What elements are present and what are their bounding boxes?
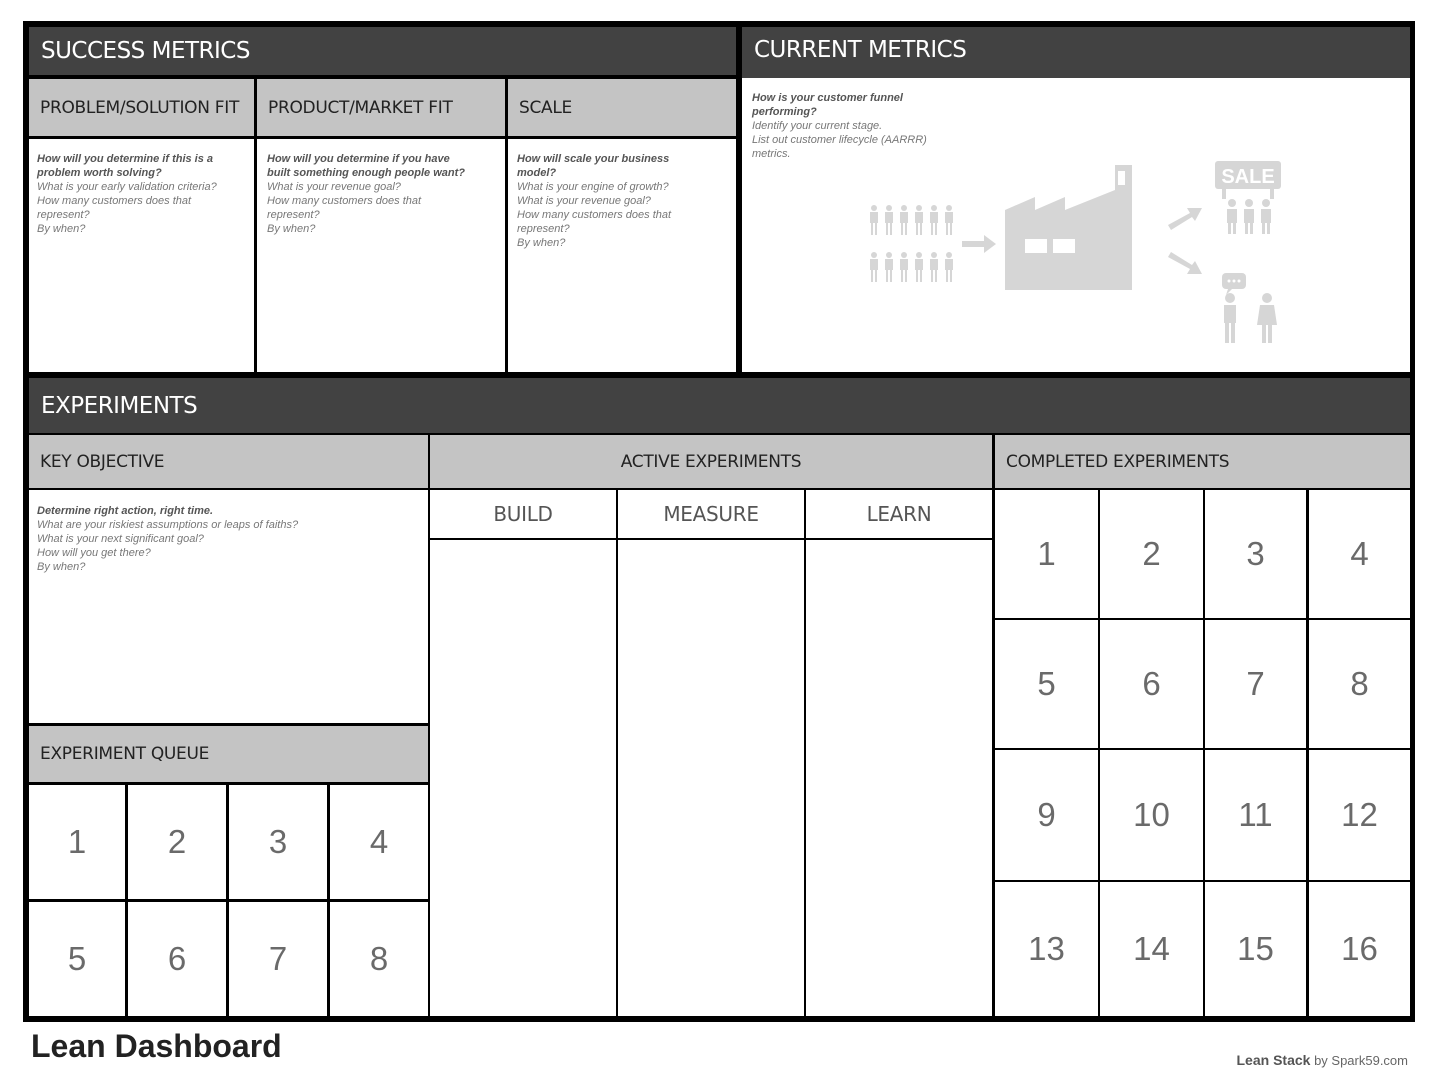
active-experiments-header: ACTIVE EXPERIMENTS [430, 435, 992, 488]
measure-column-header: MEASURE [663, 502, 759, 526]
completed-slot[interactable]: 16 [1341, 930, 1378, 967]
completed-slot[interactable]: 7 [1246, 665, 1265, 702]
product-market-prompt: How will you determine if you have built something enough people want? What is your revenue goal? How many customers does that represent? By when? [267, 153, 465, 235]
completed-slot[interactable]: 13 [1028, 930, 1065, 967]
key-objective-header: KEY OBJECTIVE [29, 435, 428, 488]
learn-column-header: LEARN [866, 502, 932, 526]
brand-attribution: by Spark59.com [1314, 1053, 1408, 1068]
completed-slot[interactable]: 6 [1142, 665, 1161, 702]
queue-slot[interactable]: 3 [268, 823, 288, 860]
people-crowd-icon [870, 205, 953, 282]
brand-name: Lean Stack [1236, 1052, 1311, 1068]
completed-slot[interactable]: 11 [1238, 796, 1273, 833]
completed-slot[interactable]: 1 [1037, 535, 1056, 572]
sale-sign-text: SALE [1221, 166, 1275, 188]
scale-header: SCALE [508, 79, 736, 136]
arrow-up-right-icon [1168, 208, 1202, 230]
credit-line [1237, 1052, 1409, 1068]
completed-slot[interactable]: 4 [1350, 535, 1369, 572]
arrow-down-right-icon [1168, 252, 1202, 274]
problem-solution-prompt: How will you determine if this is a problem worth solving? What is your early validation criteria? How many customers does that represent? By when? [37, 153, 217, 235]
completed-slot[interactable]: 10 [1133, 796, 1170, 833]
queue-slot[interactable]: 7 [268, 940, 288, 977]
customer-funnel-illustration [860, 155, 1300, 355]
current-metrics-header: CURRENT METRICS [742, 22, 1410, 78]
dashboard-title: Lean Dashboard [31, 1028, 282, 1064]
queue-slot[interactable]: 4 [369, 823, 389, 860]
completed-experiments-header: COMPLETED EXPERIMENTS [995, 435, 1410, 488]
queue-slot[interactable]: 5 [67, 940, 87, 977]
completed-slot[interactable]: 14 [1133, 930, 1170, 967]
problem-solution-fit-header: PROBLEM/SOLUTION FIT [29, 79, 254, 136]
talking-people-icon [1222, 273, 1277, 343]
completed-slot[interactable]: 9 [1037, 796, 1056, 833]
completed-slot[interactable]: 5 [1037, 665, 1056, 702]
completed-slot[interactable]: 15 [1237, 930, 1274, 967]
completed-slot[interactable]: 3 [1246, 535, 1265, 572]
experiments-header: EXPERIMENTS [29, 378, 1410, 433]
completed-slot[interactable]: 12 [1341, 796, 1378, 833]
current-metrics-prompt: How is your customer funnel performing? Identify your current stage. List out customer lifecycle (AARRR) metrics. [752, 92, 927, 160]
completed-slot[interactable]: 2 [1142, 535, 1161, 572]
build-column-header: BUILD [493, 502, 553, 526]
queue-slot[interactable]: 8 [369, 940, 389, 977]
completed-slot[interactable]: 8 [1350, 665, 1369, 702]
success-metrics-header: SUCCESS METRICS [29, 27, 736, 75]
key-objective-prompt: Determine right action, right time. What are your riskiest assumptions or leaps of faiths? What is your next significant goal? How will you get there? By when? [37, 505, 299, 573]
queue-slot[interactable]: 1 [67, 823, 87, 860]
scale-prompt: How will scale your business model? What is your engine of growth? What is your revenue goal? How many customers does that represent? By when? [517, 153, 672, 249]
factory-icon [1005, 165, 1132, 290]
product-market-fit-header: PRODUCT/MARKET FIT [257, 79, 505, 136]
queue-slot[interactable]: 6 [167, 940, 187, 977]
queue-slot[interactable]: 2 [167, 823, 187, 860]
arrow-right-icon [962, 235, 996, 253]
experiment-queue-header: EXPERIMENT QUEUE [29, 726, 428, 782]
